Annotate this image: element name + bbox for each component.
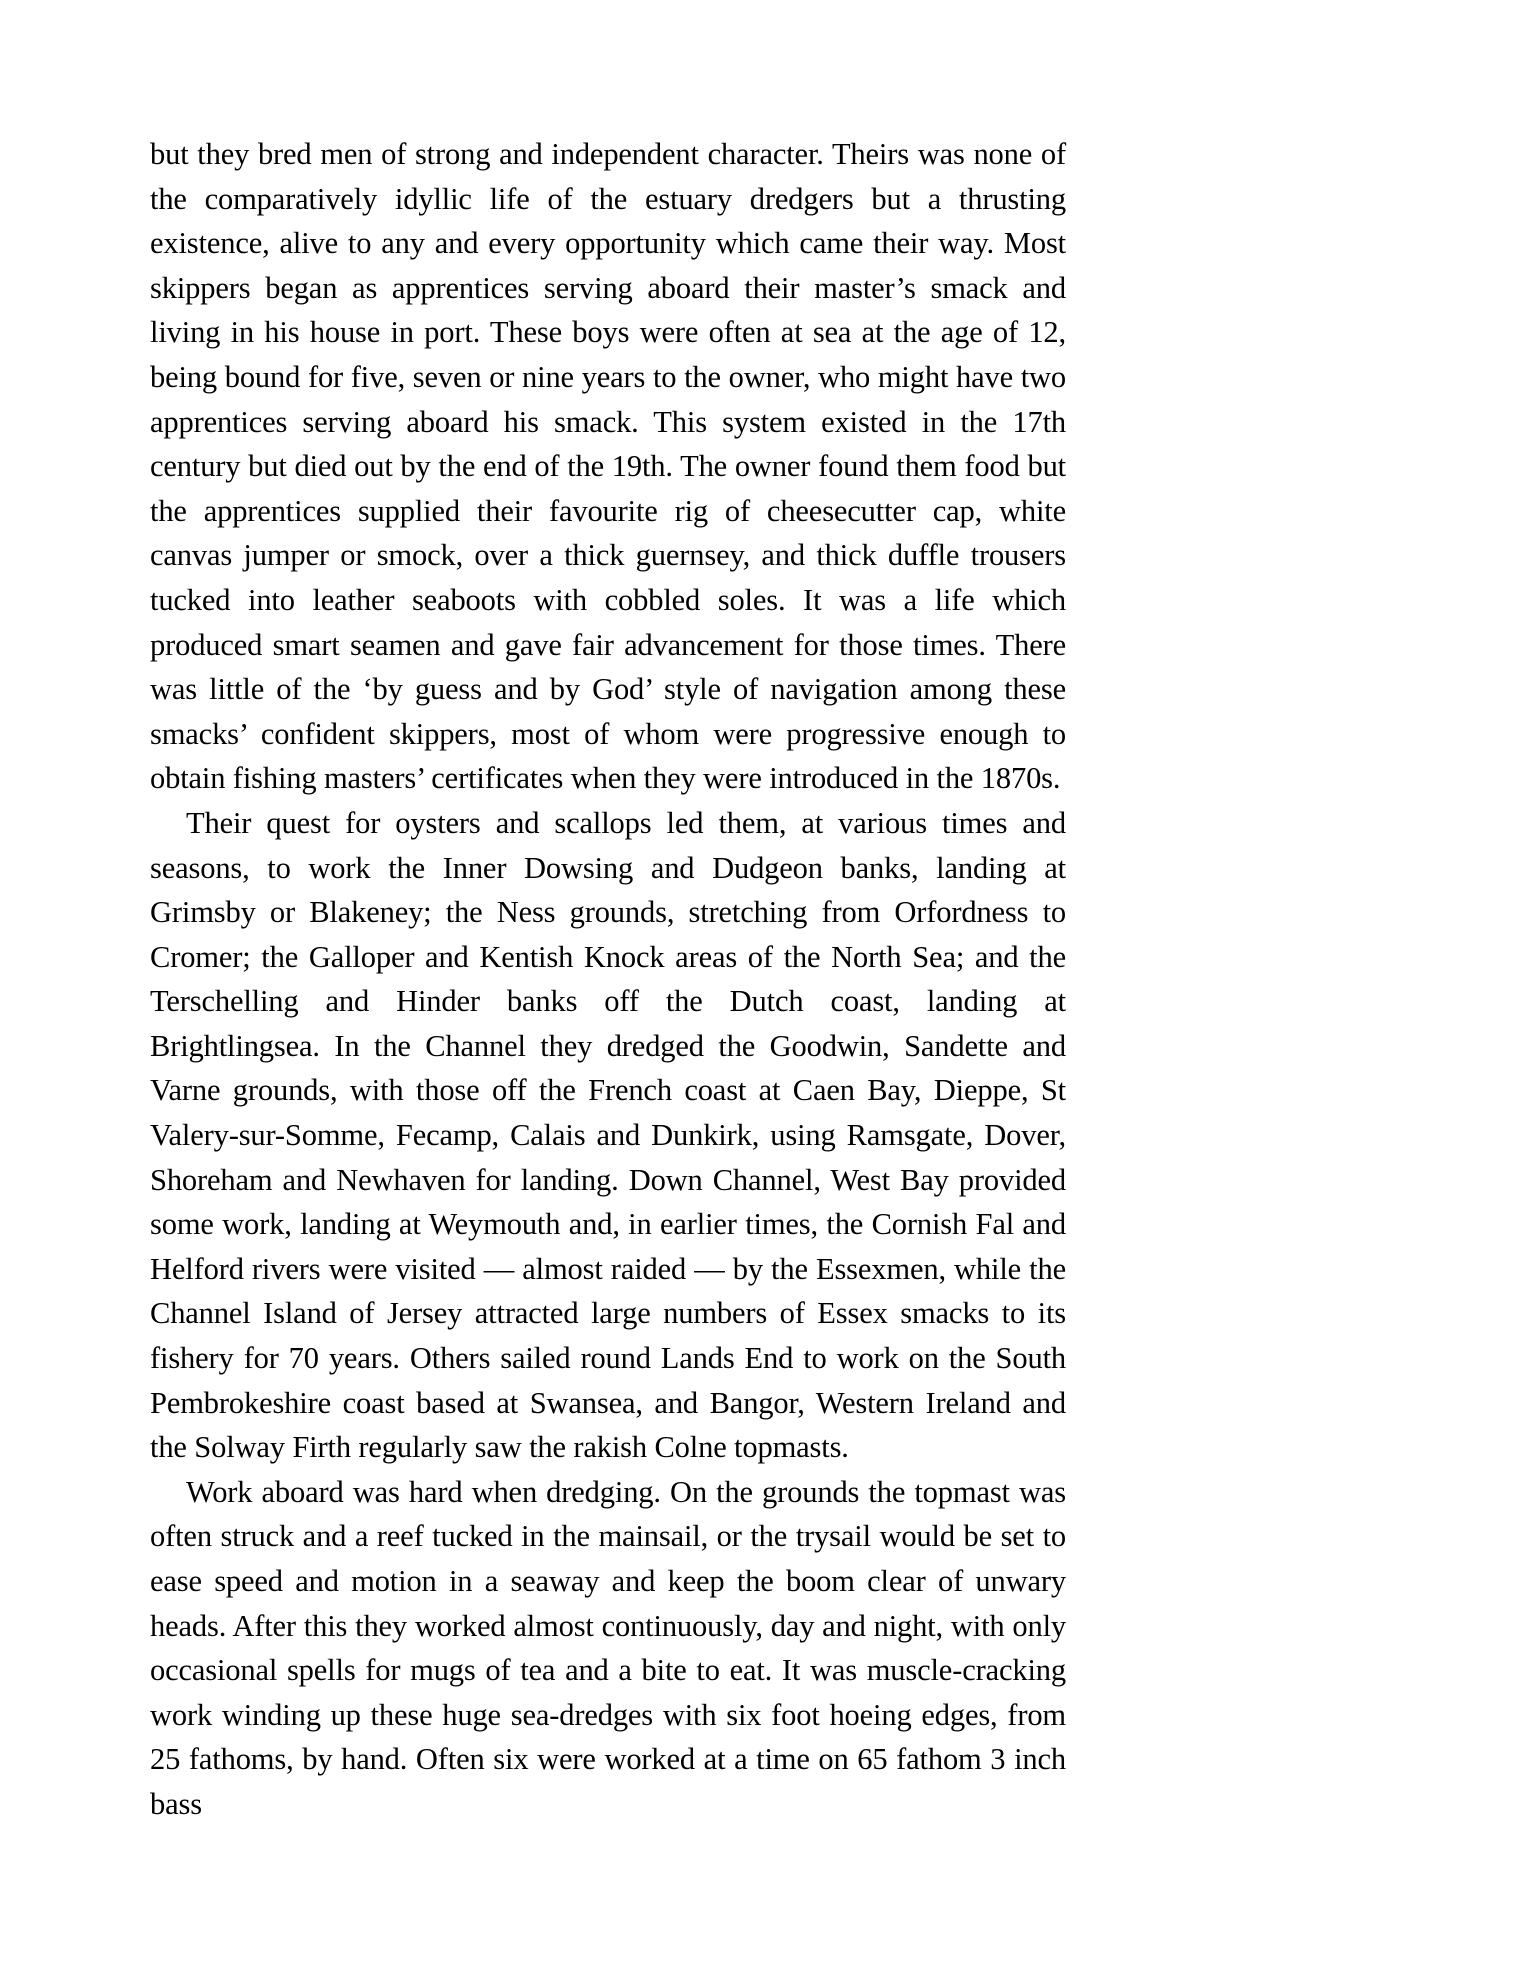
body-paragraph: Their quest for oysters and scallops led them, at various times and seasons, to work the Inner Dowsing and Dudgeon banks, landing at Grimsby or Blakeney; the Ness grounds, stretching from Orfordness to Cromer; the Galloper and Kentish Knock areas of the North Sea; and the Terschelling and Hinder banks off the Dutch coast, landing at Brightlingsea. In the Channel they dredged the Goodwin, Sandette and Varne grounds, with those off the French coast at Caen Bay, Dieppe, St Valery-sur-Somme, Fecamp, Calais and Dunkirk, using Ramsgate, Dover, Shoreham and Newhaven for landing. Down Channel, West Bay provided some work, landing at Weymouth and, in earlier times, the Cornish Fal and Helford rivers were visited — almost raided — by the Essexmen, while the Channel Island of Jersey attracted large numbers of Essex smacks to its fishery for 70 years. Others sailed round Lands End to work on the South Pembrokeshire coast based at Swansea, and Bangor, Western Ireland and the Solway Firth regularly saw the rakish Colne topmasts. [150,805,1066,1465]
body-paragraph: but they bred men of strong and independent character. Theirs was none of the comparatively idyllic life of the estuary dredgers but a thrusting existence, alive to any and every opportunity which came their way. Most skippers began as apprentices serving aboard their master’s smack and living in his house in port. These boys were often at sea at the age of 12, being bound for five, seven or nine years to the owner, who might have two apprentices serving aboard his smack. This system existed in the 17th century but died out by the end of the 19th. The owner found them food but the apprentices supplied their favourite rig of cheesecutter cap, white canvas jumper or smock, over a thick guernsey, and thick duffle trousers tucked into leather seaboots with cobbled soles. It was a life which produced smart seamen and gave fair advancement for those times. There was little of the ‘by guess and by God’ style of navigation among these smacks’ confident skippers, most of whom were progressive enough to obtain fishing masters’ certificates when they were introduced in the 1870s. [150,137,1066,796]
text-column [150,132,1066,1827]
body-paragraph: Work aboard was hard when dredging. On the grounds the topmast was often struck and a reef tucked in the mainsail, or the trysail would be set to ease speed and motion in a seaway and keep the boom clear of unwary heads. After this they worked almost continuously, day and night, with only occasional spells for mugs of tea and a bite to eat. It was muscle-cracking work winding up these huge sea-dredges with six foot hoeing edges, from 25 fathoms, by hand. Often six were worked at a time on 65 fathom 3 inch bass [150,1474,1066,1821]
